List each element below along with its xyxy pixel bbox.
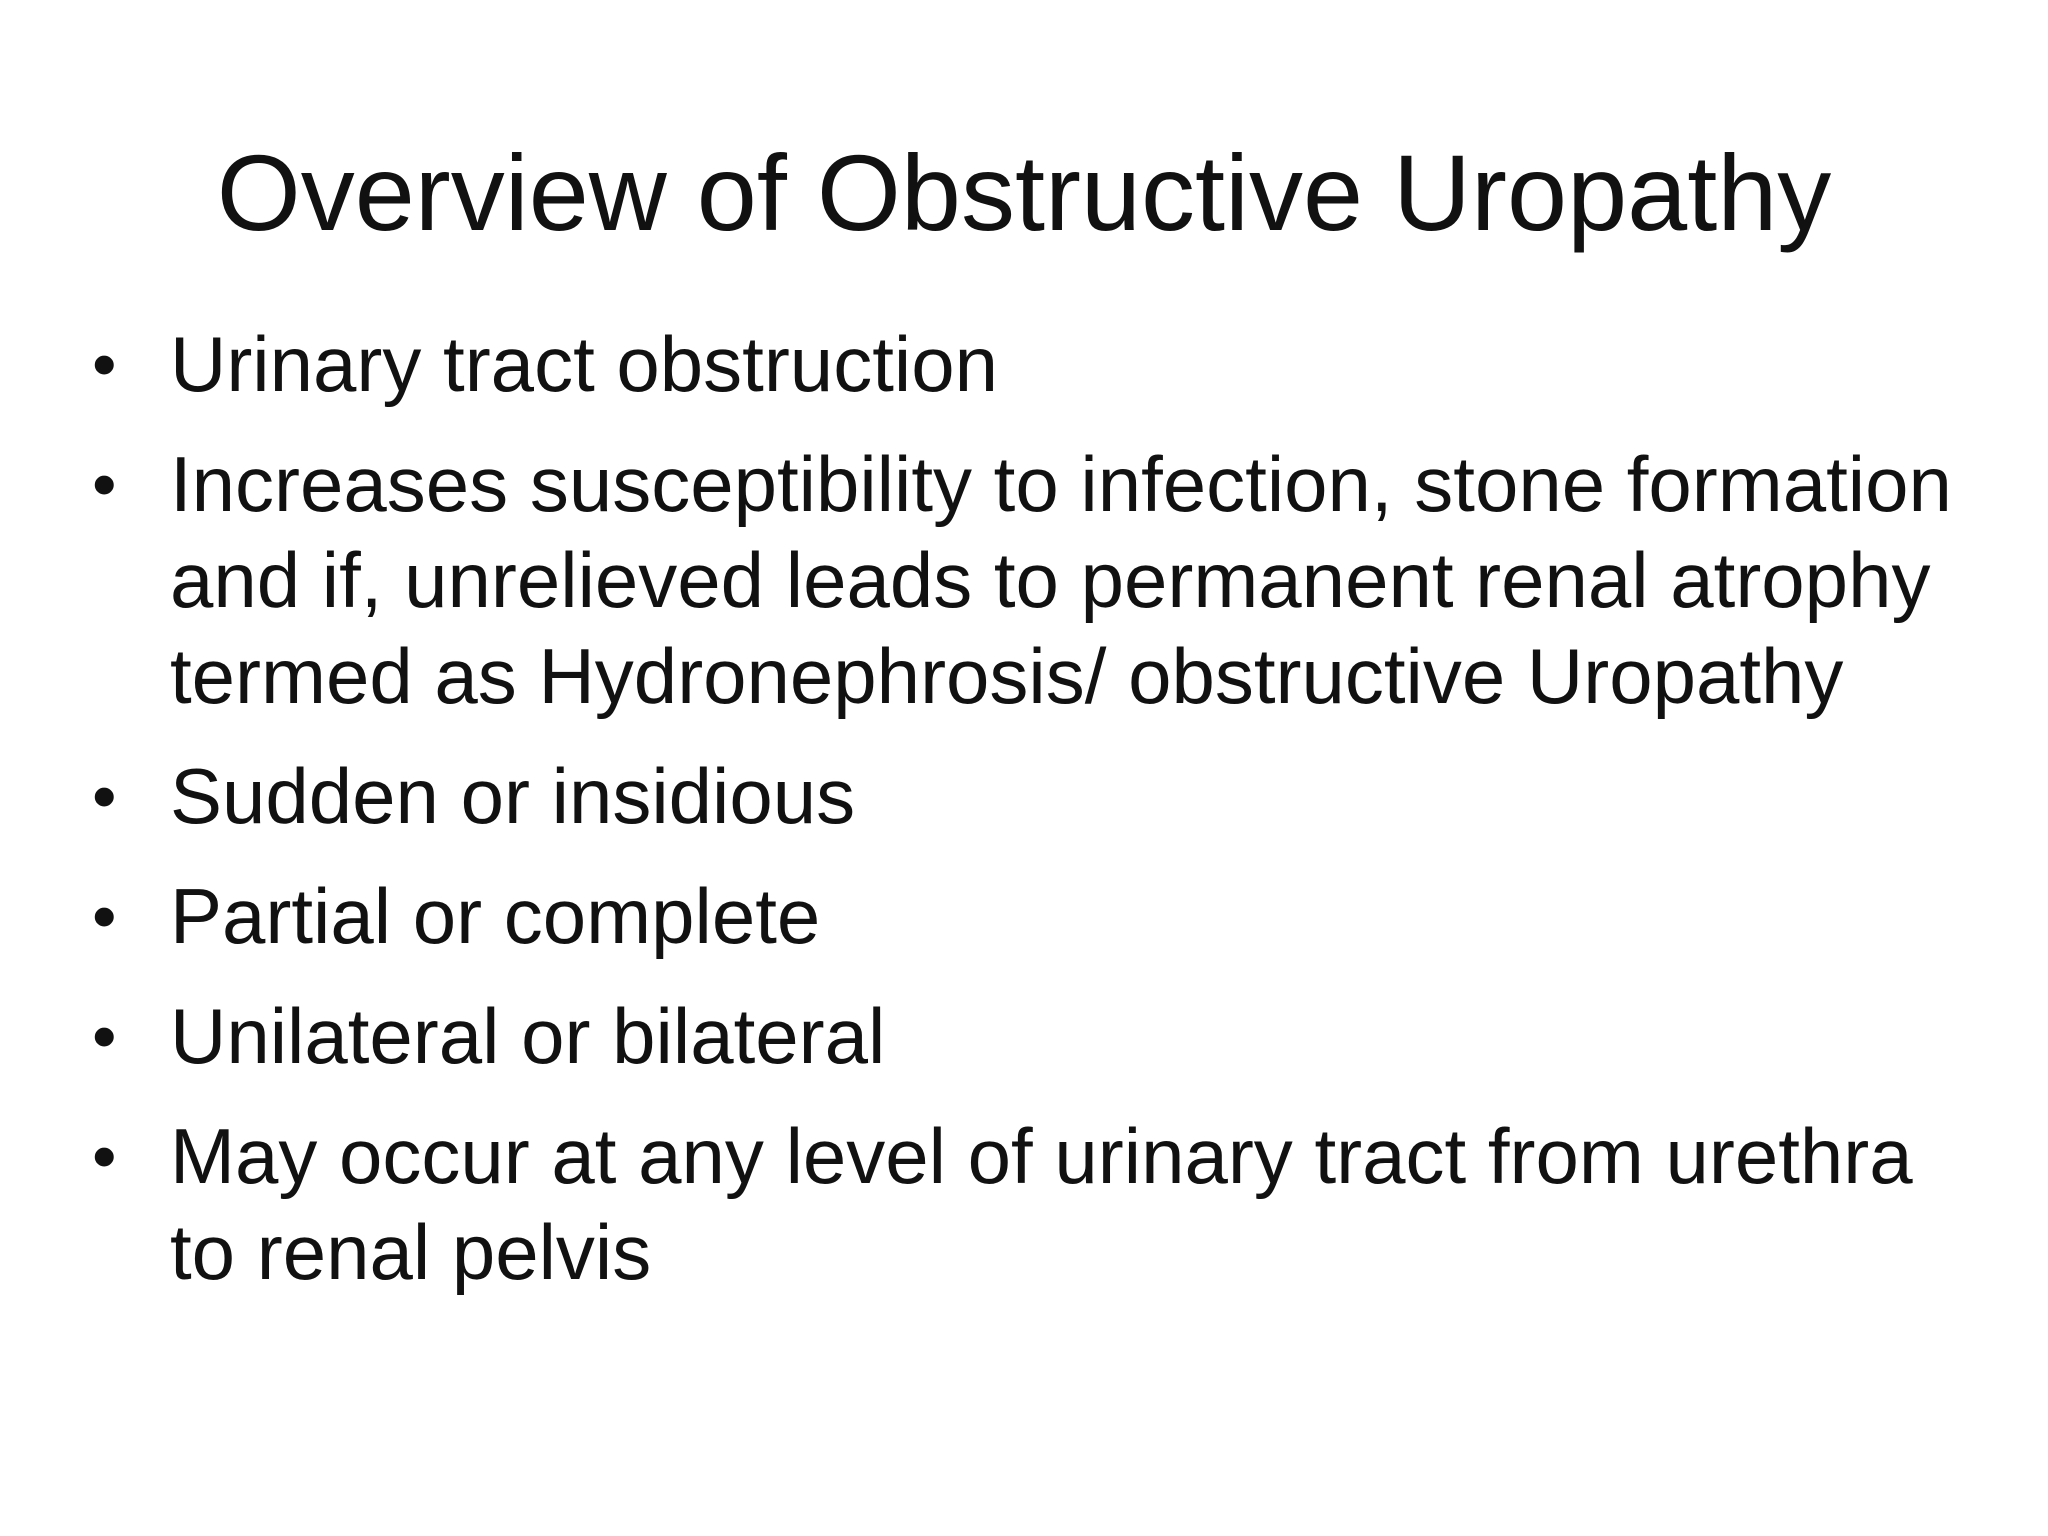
bullet-point-icon: • — [92, 445, 117, 523]
bullet-point-icon: • — [92, 757, 117, 835]
bullet-point-icon: • — [92, 997, 117, 1075]
bullet-text: Urinary tract obstruction — [170, 320, 998, 408]
bullet-point-icon: • — [92, 325, 117, 403]
bullet-text: Unilateral or bilateral — [170, 992, 886, 1080]
bullet-text: Sudden or insidious — [170, 752, 856, 840]
slide-title: Overview of Obstructive Uropathy — [216, 132, 1832, 253]
bullet-point-icon: • — [92, 877, 117, 955]
bullet-text: May occur at any level of urinary tract from urethra to renal pelvis — [170, 1112, 1913, 1296]
bullet-item — [88, 748, 1988, 844]
bullet-point-icon: • — [92, 1117, 117, 1195]
bullet-text: Increases susceptibility to infection, stone formation and if, unrelieved leads to permanent renal atrophy termed as Hydronephrosis/ obstructive Uropathy — [170, 440, 1952, 720]
bullet-list — [88, 316, 1988, 1324]
bullet-item — [88, 988, 1988, 1084]
bullet-item — [88, 868, 1988, 964]
bullet-text: Partial or complete — [170, 872, 821, 960]
bullet-item — [88, 316, 1988, 412]
bullet-item — [88, 1108, 1988, 1300]
bullet-item — [88, 436, 1988, 724]
